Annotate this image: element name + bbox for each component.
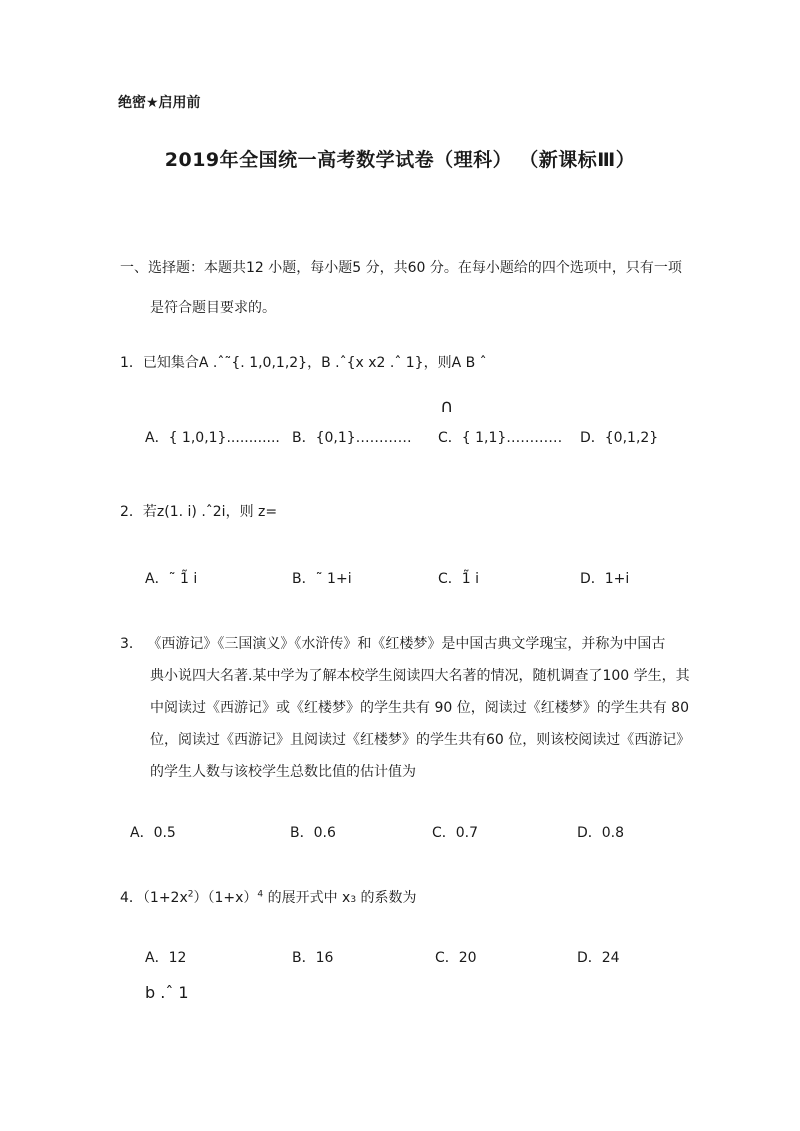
- question-1-option-b: B．{0,1}…………: [292, 430, 412, 446]
- question-3-stem: [120, 628, 691, 788]
- question-2-option-b: B．˜ 1+i: [292, 571, 352, 587]
- question-3-line-3: 中阅读过《西游记》或《红楼梦》的学生共有 90 位，阅读过《红楼梦》的学生共有 80: [150, 700, 689, 716]
- question-4-stem-c: 的展开式中 x: [263, 890, 351, 906]
- question-3-option-b: B．0.6: [290, 825, 336, 841]
- question-3-line-2: 典小说四大名著.某中学为了解本校学生阅读四大名著的情况，随机调查了100 学生，其: [150, 668, 690, 684]
- confidential-label: 绝密★启用前: [118, 95, 201, 111]
- question-3-line-5: 的学生人数与该校学生总数比值的估计值为: [150, 764, 416, 780]
- question-4-option-b: B．16: [292, 950, 334, 966]
- question-3-option-c: C．0.7: [432, 825, 479, 841]
- question-1-option-a: A．{ 1,0,1}............: [145, 430, 280, 446]
- question-2-stem: 2．若z(1. i) .ˆ2i，则 z=: [120, 504, 278, 520]
- question-3-line-1: 3． 《西游记》《三国演义》《水浒传》和《红楼梦》是中国古典文学瑰宝，并称为中国古: [120, 636, 666, 652]
- question-2-option-c: C．1̃ i: [438, 571, 480, 587]
- question-4-exponent-4: 4: [257, 889, 264, 900]
- section-instructions-line-2: 是符合题目要求的。: [150, 300, 276, 316]
- section-instructions-line-1: 一、选择题：本题共12 小题，每小题5 分，共60 分。在每小题给的四个选项中，只有一项: [120, 260, 682, 276]
- question-4-stem-d: 的系数为: [356, 890, 417, 906]
- question-2-option-a: A．˜ 1̃ i: [145, 571, 198, 587]
- stray-formula-fragment: b .ˆ 1: [145, 983, 189, 1002]
- question-2-option-d: D．1+i: [580, 571, 630, 587]
- question-4-stem-b: ）（1+x）: [193, 890, 258, 906]
- question-1-option-d: D．{0,1,2}: [580, 430, 659, 446]
- question-4-stem-a: 4．（1+2x: [120, 890, 188, 906]
- intersection-symbol: ∩: [440, 396, 454, 417]
- question-4-option-a: A．12: [145, 950, 187, 966]
- question-3-option-a: A．0.5: [130, 825, 176, 841]
- question-4-exponent-2: 2: [187, 889, 194, 900]
- question-4-power-3: 3: [350, 895, 357, 905]
- exam-title: 2019年全国统一高考数学试卷（理科） （新课标Ⅲ）: [164, 149, 636, 171]
- section-instructions: [120, 248, 682, 328]
- question-4-stem: [120, 887, 417, 907]
- question-4-option-d: D．24: [577, 950, 620, 966]
- question-4-option-c: C．20: [435, 950, 477, 966]
- question-3-option-d: D．0.8: [577, 825, 625, 841]
- question-1-option-c: C．{ 1,1}…………: [438, 430, 563, 446]
- question-1-stem: 1．已知集合A .ˆ˜{. 1,0,1,2}，B .ˆ{x x2 .ˆ 1}，则A B ˆ: [120, 355, 487, 371]
- question-3-line-4: 位，阅读过《西游记》且阅读过《红楼梦》的学生共有60 位，则该校阅读过《西游记》: [150, 732, 691, 748]
